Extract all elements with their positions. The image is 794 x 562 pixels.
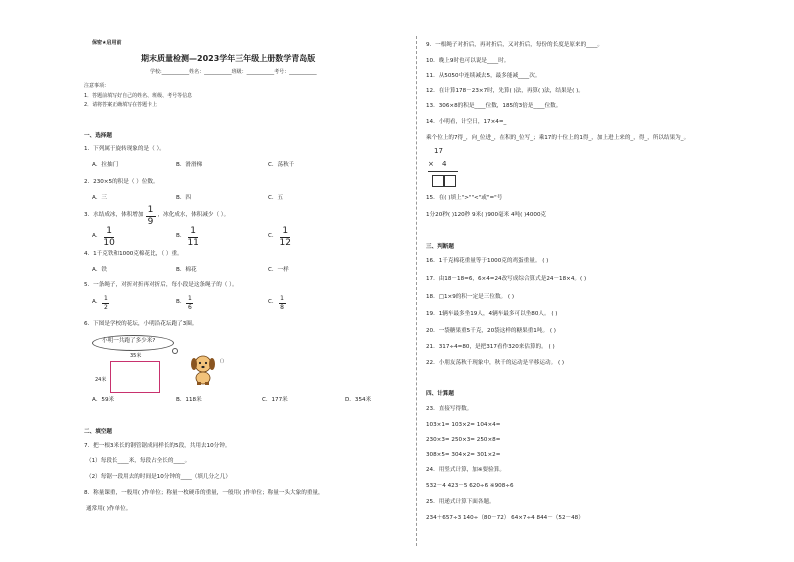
q14-stem: 14．小明看，计空日，17×4=_ <box>426 119 507 125</box>
q7-part-2: （2）每锯一段用去的时间是10分钟的____（填几分之几） <box>86 474 231 480</box>
q3b-fraction <box>187 227 198 248</box>
flowerbed-rectangle <box>110 361 160 393</box>
q3-num: 1 <box>147 204 154 215</box>
section-2-title: 二、填空题 <box>84 429 112 435</box>
q14-multiplier: 4 <box>442 160 447 168</box>
q7-stem: 7．把一根3米长的钢管锯成同样长的5段，共用去10分钟。 <box>84 443 231 449</box>
section-3-title: 三、判断题 <box>426 244 454 250</box>
q3c-fraction <box>280 227 291 248</box>
q3-option-a-label: A． <box>92 233 102 240</box>
q3a-den: 10 <box>103 237 115 248</box>
q5-stem: 5．一条绳子，对折对折再对折后，每小段是这条绳子的（ ）。 <box>84 282 238 288</box>
q6-option-c: C．177米 <box>262 397 288 403</box>
q10: 10．晚上9时也可以说是____时。 <box>426 58 510 64</box>
page-title: 期末质量检测—2023学年三年级上册数学青岛版 <box>141 54 316 63</box>
q3a-num: 1 <box>106 225 113 236</box>
q7-part-1: （1）每段长____米，每段占全长的____。 <box>86 458 191 464</box>
q1-stem: 1．下列属于旋转现象的是（ ）。 <box>84 146 165 152</box>
q5b-num: 1 <box>188 294 192 302</box>
q5-option-a <box>92 294 110 312</box>
q23-row-2: 230×3= 250×3= 250×8= <box>426 437 501 443</box>
q3-option-c <box>268 225 293 248</box>
q14-text: 乘个位上的7得_，向_位进_，在积的_位写_；乘17的十位上的1得_，加上进上来的_，得_，所以结果为_。 <box>426 135 690 141</box>
q6-width-label: 24米 <box>95 377 107 383</box>
column-divider <box>416 36 417 546</box>
q1-option-c: C．荡秋千 <box>268 162 295 168</box>
section-4-title: 四、计算题 <box>426 391 454 397</box>
q3-option-b <box>176 225 201 248</box>
q21: 21．317÷4=80，是把317看作320来估算的。 ( ) <box>426 344 555 350</box>
q5a-den: 2 <box>104 303 108 311</box>
q6-bubble-text: 小明一共跑了多少米? <box>102 338 156 344</box>
section-1-title: 一、选择题 <box>84 133 112 139</box>
dog-cartoon-icon <box>188 352 218 386</box>
q3-option-a <box>92 225 117 248</box>
q4-option-b: B．棉花 <box>176 267 197 273</box>
q3b-num: 1 <box>190 225 197 236</box>
q2-option-b: B．四 <box>176 195 192 201</box>
bubble-dot-icon <box>172 348 178 354</box>
q19: 19．1辆车最多坐19人，4辆车最多可以坐80人。 ( ) <box>426 311 558 317</box>
q5c-fraction <box>279 296 286 311</box>
q3-stem <box>84 204 230 227</box>
note-2: 2．请将答案正确填写在答题卡上 <box>84 102 158 108</box>
q14-times-sign: × <box>428 160 434 168</box>
q5-option-a-label: A． <box>92 299 102 306</box>
q14-answer-box-2 <box>444 175 456 187</box>
q23-stem: 23．直接写得数。 <box>426 406 473 412</box>
q8-line-2: 通常用( )作单位。 <box>86 506 132 512</box>
q16: 16．1千克棉花重量等于1000克的鸡蛋重量。 ( ) <box>426 258 549 264</box>
q5-option-c-label: C． <box>268 299 278 306</box>
q14-top-number: 17 <box>434 147 443 155</box>
q12: 12．在计算178－23×7时，先算( )法，再算( )法，结果是( )。 <box>426 88 584 94</box>
q2-option-a: A．三 <box>92 195 108 201</box>
q22: 22．小朋友荡秋千现象中，秋千的运动是平移运动。 ( ) <box>426 360 565 366</box>
q4-option-c: C．一样 <box>268 267 289 273</box>
q1-option-b: B．滑滑梯 <box>176 162 203 168</box>
q5a-fraction <box>102 296 109 311</box>
q5a-num: 1 <box>104 294 108 302</box>
q25-row: 234＋657÷3 140÷（80－72） 64×7÷4 844－（52－48） <box>426 515 584 521</box>
q3-fraction <box>146 206 156 227</box>
q3-den: 9 <box>147 216 154 227</box>
q23-row-1: 103×1= 103×2= 104×4= <box>426 422 501 428</box>
q3-stem-post: ，冰化成水，体积减少（ ）。 <box>157 212 230 219</box>
q5-option-b-label: B． <box>176 299 186 306</box>
q15-stem: 15．在( )填上">""<"或"="号 <box>426 195 503 201</box>
q3b-den: 11 <box>187 237 199 248</box>
q20: 20．一袋糖果重5千克，20袋这样的糖果重1吨。 ( ) <box>426 328 556 334</box>
q17: 17．由18－18=6，6×4=24改写成综合算式是24－18×4。( ) <box>426 276 587 282</box>
q3-stem-pre: 3．水结成冰，体积增加 <box>84 212 144 219</box>
q6-option-b: B．118米 <box>176 397 202 403</box>
q18: 18．□1×9的积一定是三位数。 ( ) <box>426 294 515 300</box>
q23-row-3: 308×5= 304×2= 301×2= <box>426 452 501 458</box>
q1-option-a: A．拉抽门 <box>92 162 119 168</box>
q6-stem: 6．下图是学校的花坛，小明沿花坛跑了3圈。 <box>84 321 198 327</box>
q9: 9．一根绳子对折后，再对折后，又对折后，每份的长度是原来的____。 <box>426 42 603 48</box>
q4-stem: 4．1千克铁和1000克棉花比，（ ）重。 <box>84 251 183 257</box>
q5-option-b <box>176 294 194 312</box>
q5-option-c <box>268 294 287 312</box>
q2-stem: 2．230×5的积是（ ）位数。 <box>84 179 159 185</box>
q6-length-label: 35米 <box>130 353 142 359</box>
q2-option-c: C．五 <box>268 195 284 201</box>
q5b-fraction <box>186 296 193 311</box>
q25-stem: 25．用递式计算下面各题。 <box>426 499 495 505</box>
q3c-den: 12 <box>279 237 291 248</box>
secret-label: 保密★启用前 <box>92 40 122 46</box>
student-fields: 学校:___________姓名：___________班级：___________考号：___________ <box>150 69 317 75</box>
q3-option-b-label: B． <box>176 233 186 240</box>
q24-row: 532－4 423－5 620÷6 ※908÷6 <box>426 483 514 489</box>
notes-title: 注意事项： <box>84 83 110 89</box>
q6-paren: （） <box>217 359 228 365</box>
q4-option-a: A．铁 <box>92 267 108 273</box>
q13: 13．306×8的积是____位数，185的3倍是____位数。 <box>426 103 562 109</box>
q5c-den: 8 <box>280 303 284 311</box>
q3c-num: 1 <box>282 225 289 236</box>
q6-option-d: D．354米 <box>345 397 372 403</box>
q14-rule <box>428 171 458 172</box>
q5c-num: 1 <box>280 294 284 302</box>
q15-items: 1分20秒( )120秒 9米( )900毫米 4吨( )4000克 <box>426 212 547 218</box>
q3a-fraction <box>103 227 114 248</box>
q3-option-c-label: C． <box>268 233 278 240</box>
q11: 11．从5050中连续减去5，最多能减____次。 <box>426 73 541 79</box>
q8-line-1: 8．称量课重，一般用( )作单位；称量一枚硬币的重量，一般用( )作单位；称量一头大象的重量， <box>84 490 324 496</box>
q6-option-a: A．59米 <box>92 397 115 403</box>
note-1: 1．答题前填写好自己的姓名、班级、考号等信息 <box>84 93 193 99</box>
q24-stem: 24．用竖式计算，加※要验算。 <box>426 467 505 473</box>
q5b-den: 6 <box>188 303 192 311</box>
q14-answer-box-1 <box>432 175 444 187</box>
